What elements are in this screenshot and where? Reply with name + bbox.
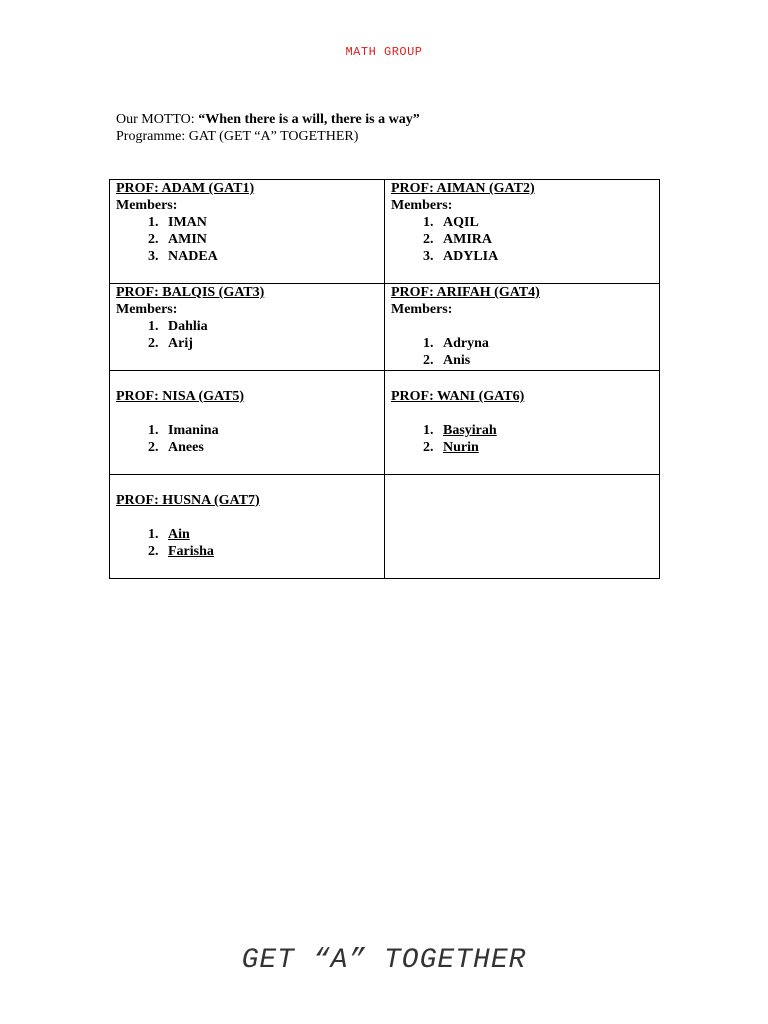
motto-text: “When there is a will, there is a way” xyxy=(198,112,420,127)
group-cell-gat5 xyxy=(110,371,385,475)
group-cell-gat2 xyxy=(385,180,660,284)
member-list xyxy=(116,214,378,265)
group-prof: PROF: NISA (GAT5) xyxy=(116,389,245,404)
member-item xyxy=(437,439,653,456)
member-item: 1. IMAN xyxy=(162,214,378,231)
empty-cell xyxy=(385,475,660,579)
member-name: Basyirah xyxy=(443,423,497,438)
group-prof: PROF: ADAM (GAT1) xyxy=(116,181,255,196)
group-prof: PROF: WANI (GAT6) xyxy=(391,389,525,404)
spacer xyxy=(116,475,378,492)
group-prof: PROF: HUSNA (GAT7) xyxy=(116,493,260,508)
intro-block xyxy=(116,111,420,145)
spacer xyxy=(391,371,653,388)
member-item xyxy=(437,422,653,439)
programme-line: Programme: GAT (GET “A” TOGETHER) xyxy=(116,129,359,144)
members-label: Members: xyxy=(391,302,453,317)
motto-label: Our MOTTO: xyxy=(116,112,199,127)
member-item: 1. AQIL xyxy=(437,214,653,231)
member-item: 2. AMIRA xyxy=(437,231,653,248)
member-name: Ain xyxy=(168,527,190,542)
footer-slogan: GET “A” TOGETHER xyxy=(241,945,527,976)
member-item xyxy=(162,526,378,543)
motto-line xyxy=(116,111,420,128)
member-item xyxy=(162,543,378,560)
member-item: 3. ADYLIA xyxy=(437,248,653,265)
group-cell-gat4 xyxy=(385,284,660,371)
group-cell-gat1 xyxy=(110,180,385,284)
member-list xyxy=(391,422,653,456)
table-row xyxy=(110,180,660,284)
members-label: Members: xyxy=(116,302,178,317)
document-title: MATH GROUP xyxy=(345,45,423,59)
member-list xyxy=(391,335,653,369)
spacer xyxy=(391,318,653,335)
spacer xyxy=(116,509,378,526)
member-list xyxy=(116,422,378,456)
group-cell-gat7 xyxy=(110,475,385,579)
group-cell-gat6 xyxy=(385,371,660,475)
member-item: 2. Anees xyxy=(162,439,378,456)
member-name: Farisha xyxy=(168,544,214,559)
member-item: 2. AMIN xyxy=(162,231,378,248)
member-item: 1. Adryna xyxy=(437,335,653,352)
member-item: 2. Arij xyxy=(162,335,378,352)
group-prof: PROF: AIMAN (GAT2) xyxy=(391,181,535,196)
table-row xyxy=(110,284,660,371)
group-prof: PROF: ARIFAH (GAT4) xyxy=(391,285,540,300)
members-label: Members: xyxy=(391,198,453,213)
table-row xyxy=(110,475,660,579)
members-label: Members: xyxy=(116,198,178,213)
member-item: 3. NADEA xyxy=(162,248,378,265)
groups-table xyxy=(109,179,660,579)
group-prof: PROF: BALQIS (GAT3) xyxy=(116,285,265,300)
spacer xyxy=(116,405,378,422)
table-row xyxy=(110,371,660,475)
member-item: 1. Imanina xyxy=(162,422,378,439)
member-list xyxy=(116,526,378,560)
spacer xyxy=(116,371,378,388)
member-name: Nurin xyxy=(443,440,479,455)
member-list xyxy=(391,214,653,265)
spacer xyxy=(391,405,653,422)
group-cell-gat3 xyxy=(110,284,385,371)
member-item: 2. Anis xyxy=(437,352,653,369)
member-list xyxy=(116,318,378,352)
member-item: 1. Dahlia xyxy=(162,318,378,335)
